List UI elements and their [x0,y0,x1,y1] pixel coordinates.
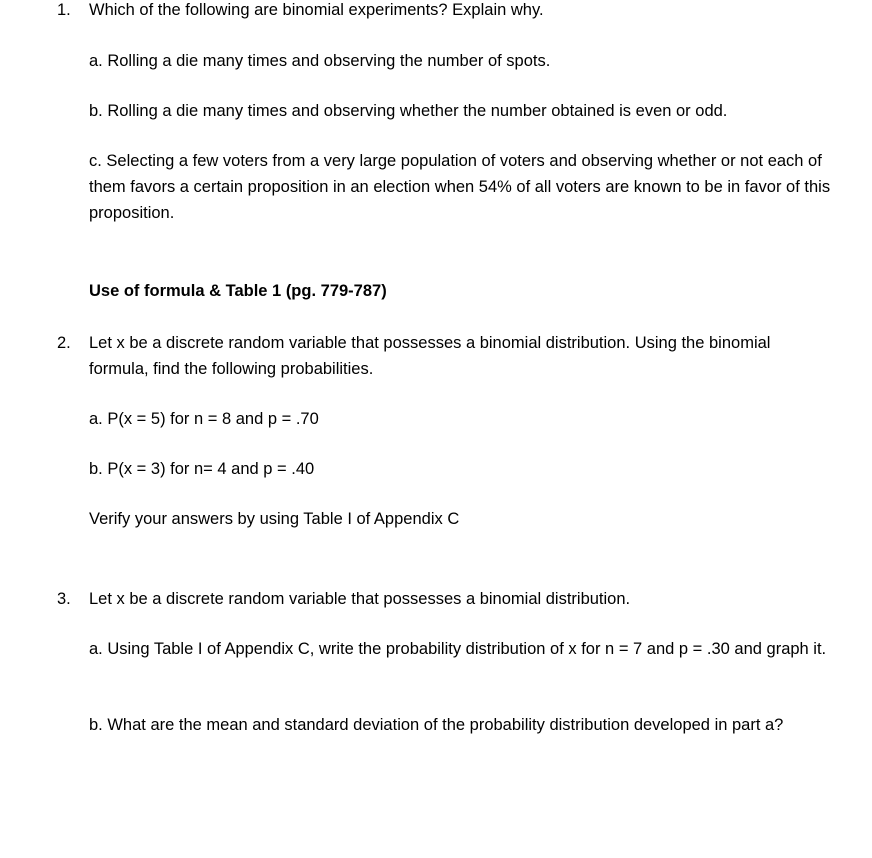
q3-prompt: Let x be a discrete random variable that possesses a binomial distribution. [89,590,631,608]
q1-prompt: Which of the following are binomial experiments? Explain why. [89,1,544,19]
q2-number: 2. [57,334,71,352]
q1-part-c: c. Selecting a few voters from a very large population of voters and observing whether or not each of them favors a certain proposition in an election when 54% of all voters are known to be in favor of this proposition. [89,152,831,222]
section-heading: Use of formula & Table 1 (pg. 779-787) [89,282,387,300]
q3-part-a: a. Using Table I of Appendix C, write the probability distribution of x for n = 7 and p = .30 and graph it. [89,640,827,658]
q2-verify: Verify your answers by using Table I of Appendix C [89,510,460,528]
q3-part-b: b. What are the mean and standard deviation of the probability distribution developed in part a? [89,716,784,734]
q3-number: 3. [57,590,71,608]
q1-part-b: b. Rolling a die many times and observing whether the number obtained is even or odd. [89,102,728,120]
q1-number: 1. [57,1,71,19]
q1-part-a: a. Rolling a die many times and observing the number of spots. [89,52,551,70]
q2-prompt: Let x be a discrete random variable that possesses a binomial distribution. Using the binomial formula, find the following probabilities. [89,334,771,378]
q2-part-b: b. P(x = 3) for n= 4 and p = .40 [89,460,315,478]
q2-part-a: a. P(x = 5) for n = 8 and p = .70 [89,410,319,428]
